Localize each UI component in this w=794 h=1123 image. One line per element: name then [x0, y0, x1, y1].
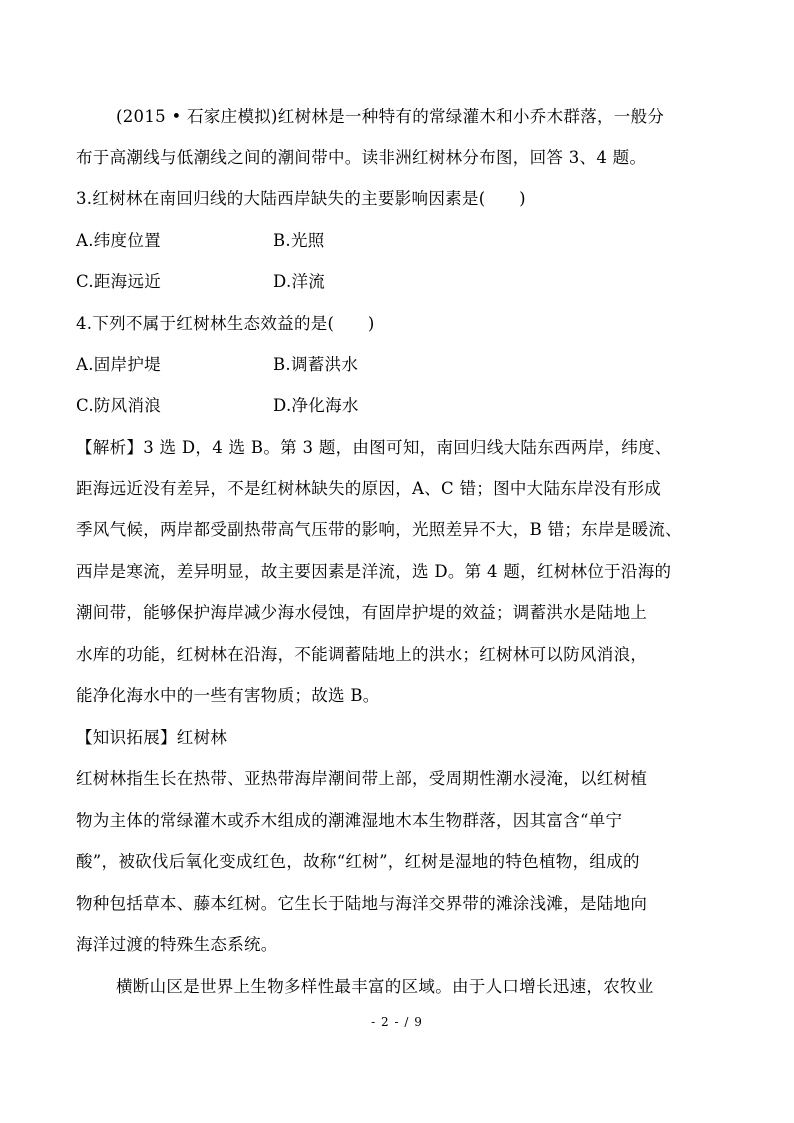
intro-line-2: 布于高潮线与低潮线之间的潮间带中。读非洲红树林分布图，回答 3、4 题。 — [76, 148, 647, 167]
next-passage-line-1: 横断山区是世界上生物多样性最丰富的区域。由于人口增长迅速，农牧业 — [116, 977, 654, 996]
extension-line-3: 酸”，被砍伐后氧化变成红色，故称“红树”，红树是湿地的特色植物，组成的 — [76, 852, 640, 871]
q4-option-d: D.净化海水 — [273, 396, 359, 415]
analysis-line-6: 水库的功能，红树林在沿海，不能调蓄陆地上的洪水；红树林可以防风消浪， — [76, 645, 648, 664]
extension-line-1: 红树林指生长在热带、亚热带海岸潮间带上部，受周期性潮水浸淹，以红树植 — [76, 769, 648, 788]
q3-option-a: A.纬度位置 — [76, 231, 161, 250]
question-3-stem: 3.红树林在南回归线的大陆西岸缺失的主要影响因素是( ) — [76, 189, 526, 208]
analysis-line-7: 能净化海水中的一些有害物质；故选 B。 — [76, 686, 380, 705]
analysis-line-1: 【解析】3 选 D，4 选 B。第 3 题，由图可知，南回归线大陆东西两岸，纬度、 — [76, 438, 672, 457]
q3-option-d: D.洋流 — [273, 272, 326, 291]
extension-line-2: 物为主体的常绿灌木或乔木组成的潮滩湿地木本生物群落，因其富含“单宁 — [76, 811, 623, 830]
question-4-stem: 4.下列不属于红树林生态效益的是( ) — [76, 314, 375, 333]
analysis-line-5: 潮间带，能够保护海岸减少海水侵蚀，有固岸护堤的效益；调蓄洪水是陆地上 — [76, 603, 648, 622]
extension-line-4: 物种包括草本、藤本红树。它生长于陆地与海洋交界带的滩涂浅滩，是陆地向 — [76, 894, 648, 913]
q4-option-a: A.固岸护堤 — [76, 355, 161, 374]
extension-line-5: 海洋过渡的特殊生态系统。 — [76, 935, 278, 954]
q4-option-b: B.调蓄洪水 — [273, 355, 359, 374]
analysis-line-4: 西岸是寒流，差异明显，故主要因素是洋流，选 D。第 4 题，红树林位于沿海的 — [76, 562, 672, 581]
q4-option-c: C.防风消浪 — [76, 396, 162, 415]
page-number: - 2 - / 9 — [371, 1015, 423, 1029]
extension-heading: 【知识拓展】红树林 — [76, 728, 228, 747]
analysis-line-3: 季风气候，两岸都受副热带高气压带的影响，光照差异不大，B 错；东岸是暖流、 — [76, 520, 682, 539]
intro-line-1: (2015 • 石家庄模拟)红树林是一种特有的常绿灌木和小乔木群落，一般分 — [116, 107, 665, 126]
analysis-line-2: 距海远近没有差异，不是红树林缺失的原因，A、C 错；图中大陆东岸没有形成 — [76, 479, 662, 498]
q3-option-c: C.距海远近 — [76, 272, 162, 291]
q3-option-b: B.光照 — [273, 231, 325, 250]
